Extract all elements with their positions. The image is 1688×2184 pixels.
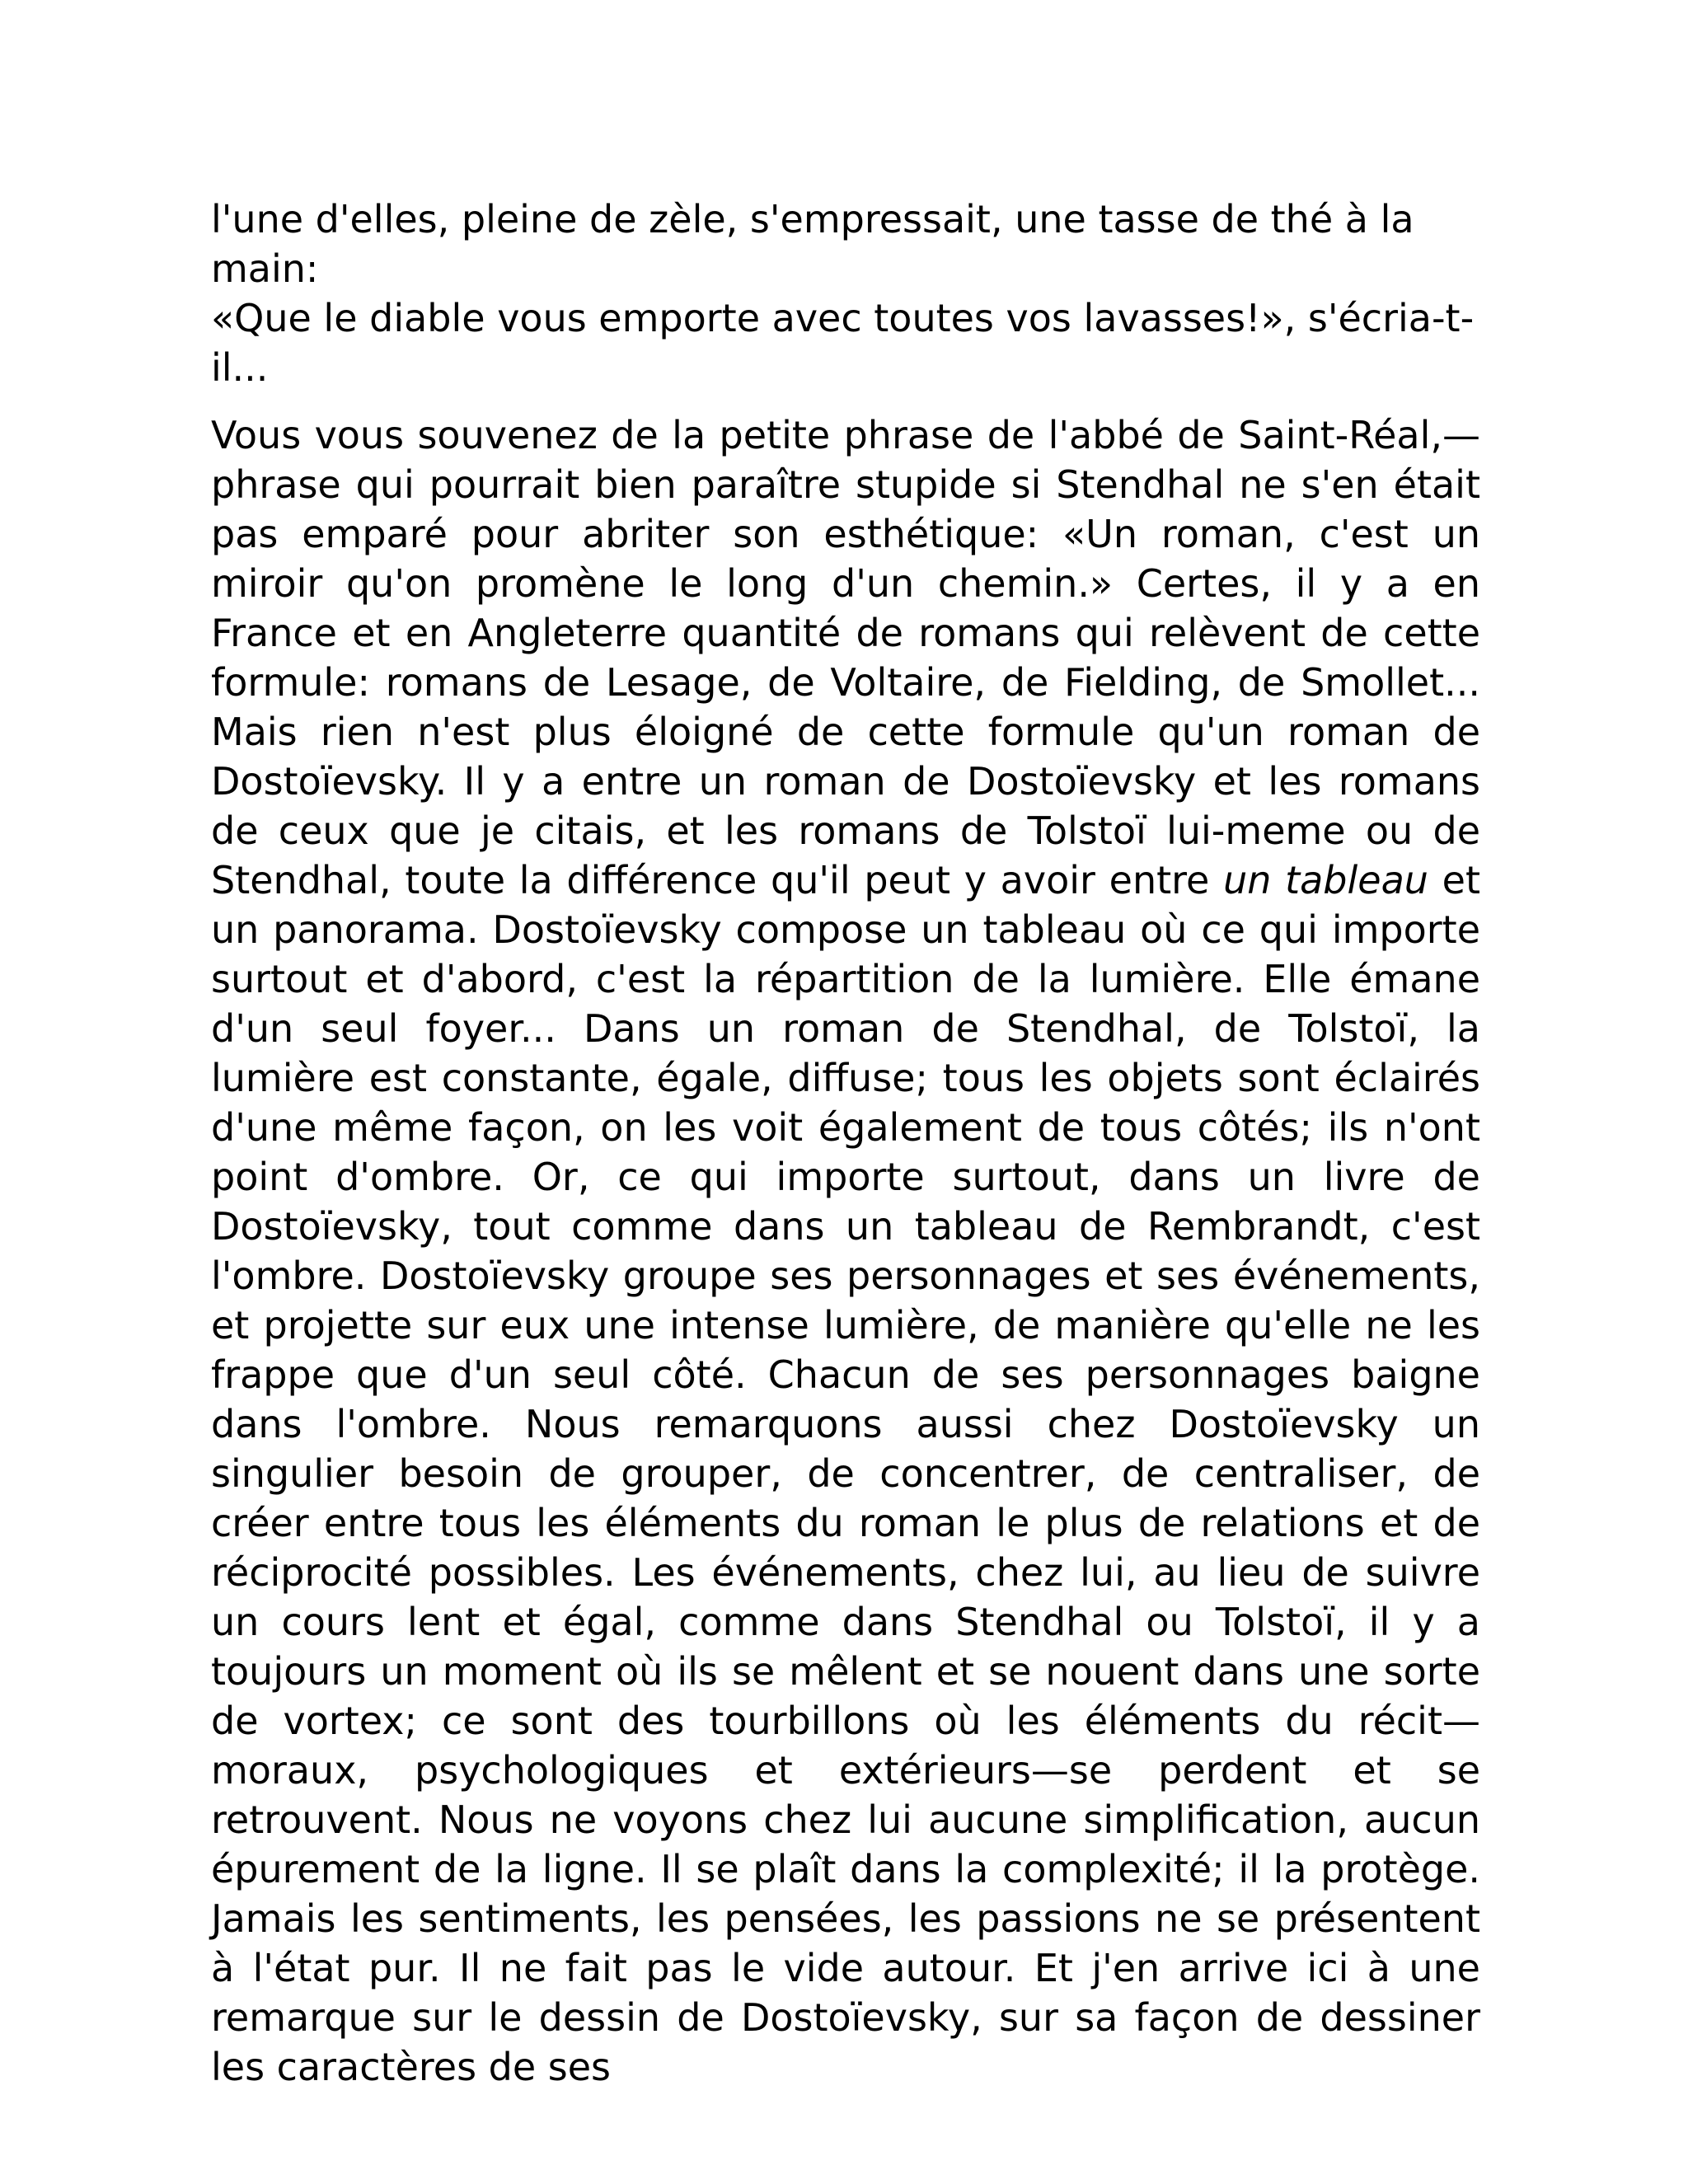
paragraph-1 — [211, 194, 1480, 392]
paragraph-2-text-end: et un panorama. Dostoïevsky compose un tableau où ce qui importe surtout et d'abord, c'est la répartition de la lumière. Elle émane d'un seul foyer... Dans un roman de Stendhal, de Tolstoï, la lumière est constante, égale, diffuse; tous les objets sont éclairés d'une même façon, on les voit également de tous côtés; ils n'ont point d'ombre. Or, ce qui importe surtout, dans un livre de Dostoïevsky, tout comme dans un tableau de Rembrandt, c'est l'ombre. Dostoïevsky groupe ses personnages et ses événements, et projette sur eux une intense lumière, de manière qu'elle ne les frappe que d'un seul côté. Chacun de ses personnages baigne dans l'ombre. Nous remarquons aussi chez Dostoïevsky un singulier besoin de grouper, de concentrer, de centraliser, de créer entre tous les éléments du roman le plus de relations et de réciprocité possibles. Les événements, chez lui, au lieu de suivre un cours lent et égal, comme dans Stendhal ou Tolstoï, il y a toujours un moment où ils se mêlent et se nouent dans une sorte de vortex; ce sont des tourbillons où les éléments du récit—moraux, psychologiques et extérieurs—se perdent et se retrouvent. Nous ne voyons chez lui aucune simplification, aucun épurement de la ligne. Il se plaît dans la complexité; il la protège. Jamais les sentiments, les pensées, les passions ne se présentent à l'état pur. Il ne fait pas le vide autour. Et j'en arrive ici à une remarque sur le dessin de Dostoïevsky, sur sa façon de dessiner les caractères de ses — [211, 858, 1480, 2089]
paragraph-2-text-start: Vous vous souvenez de la petite phrase de l'abbé de Saint-Réal,—phrase qui pourrait bien paraître stupide si Stendhal ne s'en était pas emparé pour abriter son esthétique: «Un roman, c'est un miroir qu'on promène le long d'un chemin.» Certes, il y a en France et en Angleterre quantité de romans qui relèvent de cette formule: romans de Lesage, de Voltaire, de Fielding, de Smollet... Mais rien n'est plus éloigné de cette formule qu'un roman de Dostoïevsky. Il y a entre un roman de Dostoïevsky et les romans de ceux que je citais, et les romans de Tolstoï lui-meme ou de Stendhal, toute la différence qu'il peut y avoir entre — [211, 413, 1480, 902]
paragraph-1-line-2: «Que le diable vous emporte avec toutes vos lavasses!», s'écria-t-il... — [211, 296, 1475, 390]
paragraph-2-italic-phrase: un tableau — [1223, 858, 1428, 902]
document-page — [211, 194, 1480, 2092]
paragraph-2 — [211, 410, 1480, 2092]
paragraph-1-line-1: l'une d'elles, pleine de zèle, s'empressait, une tasse de thé à la main: — [211, 197, 1414, 291]
